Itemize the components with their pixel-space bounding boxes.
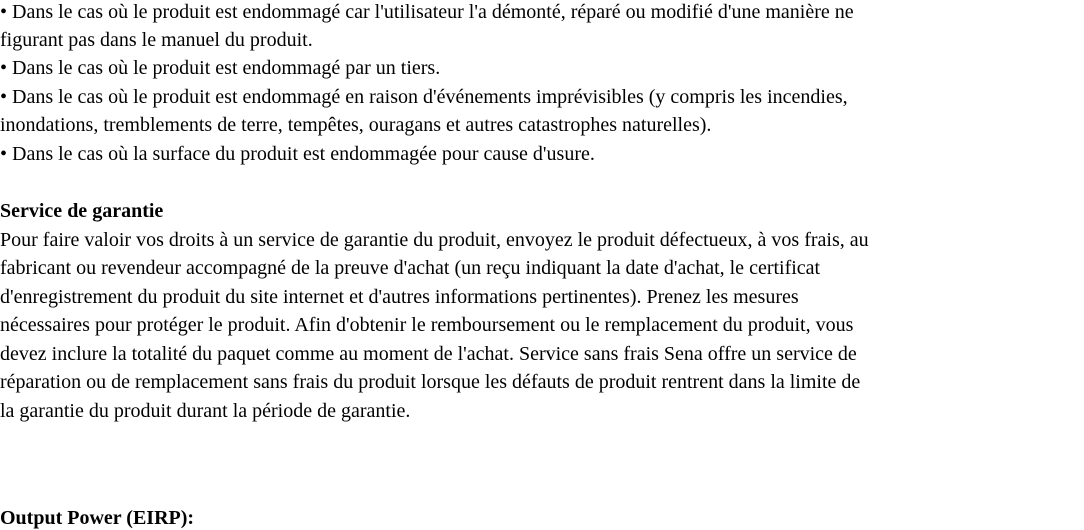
warranty-service-line-5: devez inclure la totalité du paquet comme au moment de l'achat. Service sans frais Sena offre un service de: [0, 343, 857, 365]
output-power-heading: Output Power (EIRP):: [0, 507, 195, 529]
warranty-service-line-6: réparation ou de remplacement sans frais du produit lorsque les défauts de produit rentrent dans la limite de: [0, 371, 861, 393]
warranty-service-line-4: nécessaires pour protéger le produit. Afin d'obtenir le remboursement ou le remplacement du produit, vous: [0, 314, 854, 336]
exclusion-item-4-line-1: • Dans le cas où la surface du produit est endommagée pour cause d'usure.: [0, 143, 595, 165]
warranty-service-line-1: Pour faire valoir vos droits à un service de garantie du produit, envoyez le produit défectueux, à vos frais, au: [0, 229, 869, 251]
exclusion-item-3-line-2: inondations, tremblements de terre, tempêtes, ouragans et autres catastrophes naturelles).: [0, 114, 712, 136]
exclusion-item-3-line-1: • Dans le cas où le produit est endommagé en raison d'événements imprévisibles (y compris les incendies,: [0, 86, 848, 108]
warranty-service-heading: Service de garantie: [0, 200, 164, 222]
warranty-service-line-3: d'enregistrement du produit du site internet et d'autres informations pertinentes). Prenez les mesures: [0, 286, 799, 308]
warranty-service-line-2: fabricant ou revendeur accompagné de la preuve d'achat (un reçu indiquant la date d'achat, le certificat: [0, 257, 821, 279]
exclusion-item-1-line-2: figurant pas dans le manuel du produit.: [0, 29, 313, 51]
warranty-service-line-7: la garantie du produit durant la période de garantie.: [0, 400, 411, 422]
exclusion-item-1-line-1: • Dans le cas où le produit est endommagé car l'utilisateur l'a démonté, réparé ou modifié d'une manière ne: [0, 1, 854, 23]
exclusion-item-2-line-1: • Dans le cas où le produit est endommagé par un tiers.: [0, 57, 441, 79]
